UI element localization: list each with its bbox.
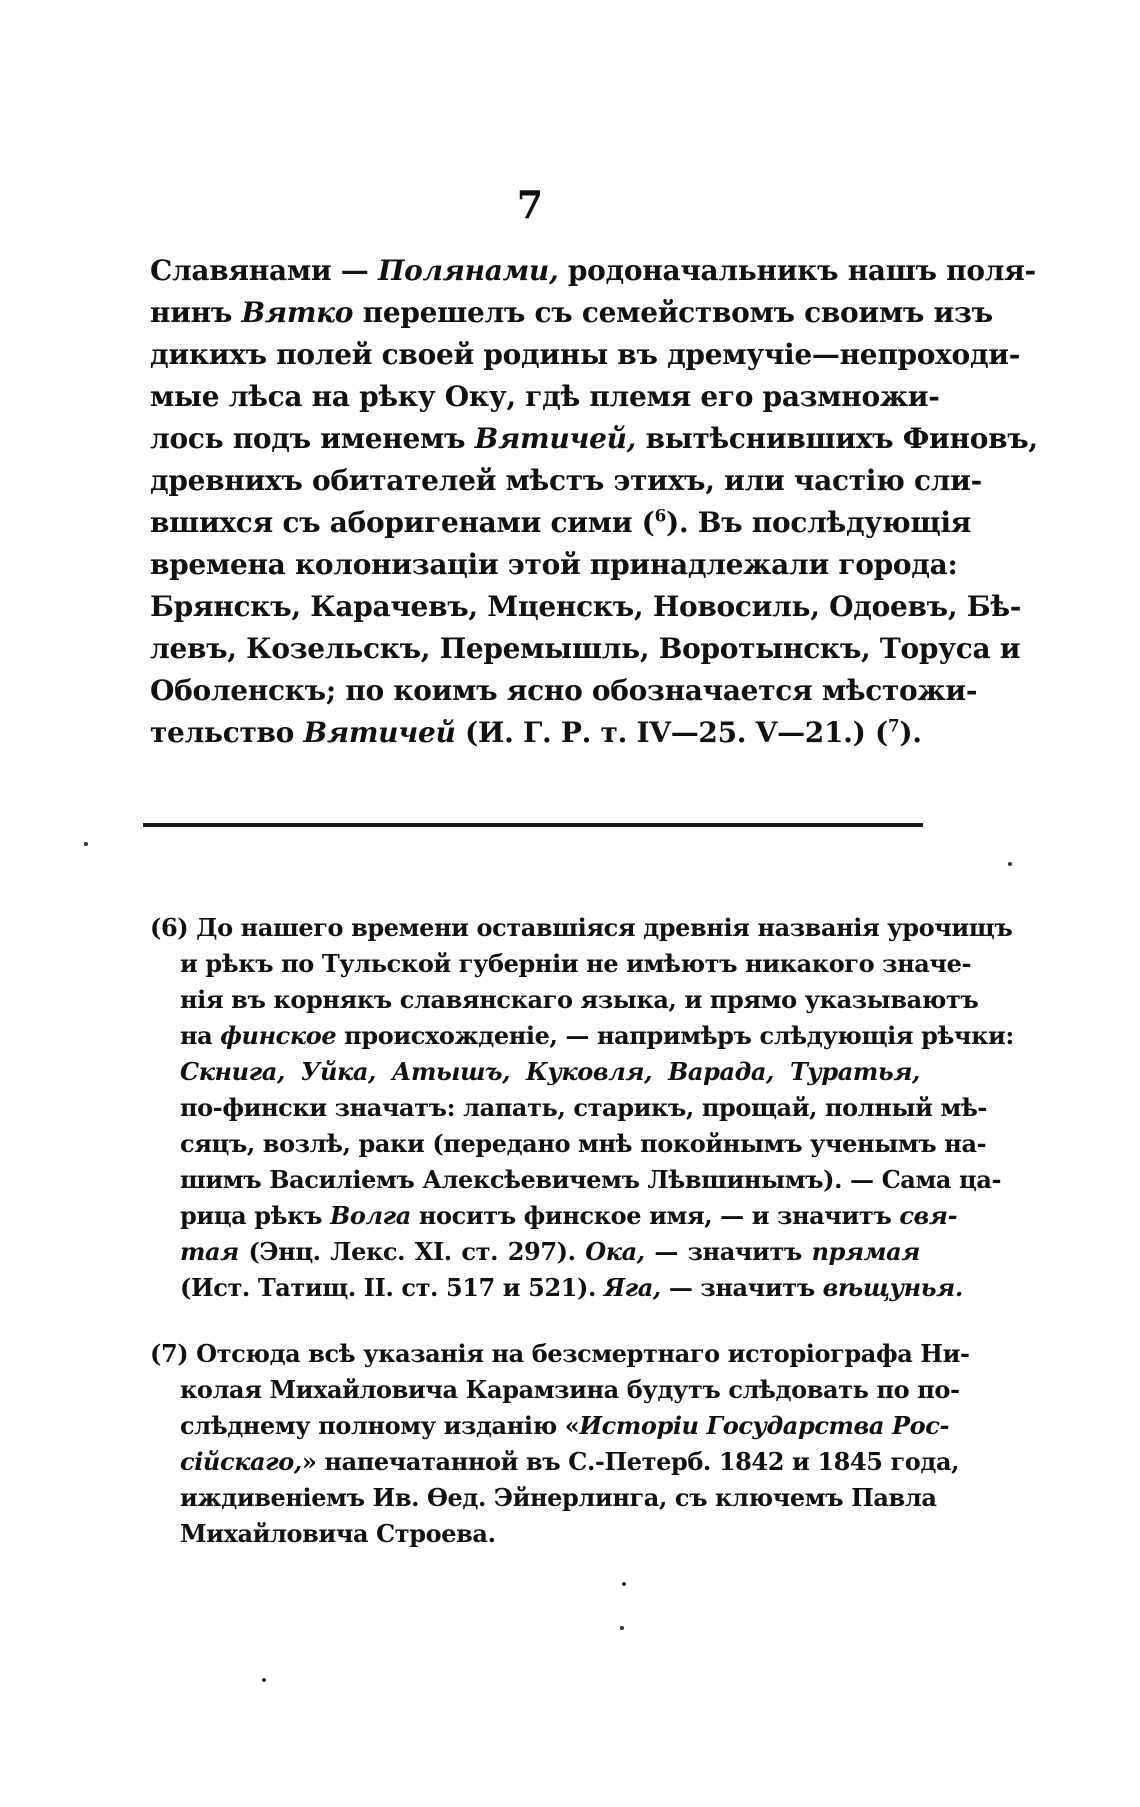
text-run: ). [899,716,922,749]
text-run: Брянскъ, Карачевъ, Мценскъ, Новосиль, Одоевъ, Бѣ- [150,590,1022,623]
text-run: Отсюда всѣ указанія на безсмертнаго исторіографа Ни- [196,1339,970,1368]
ink-speck [622,1582,626,1586]
ink-speck [620,1626,624,1630]
text-run: дикихъ полей своей родины въ дремучіе—непроходи- [150,338,1021,371]
text-run: и рѣкъ по Тульской губерніи не имѣютъ никакого значе- [180,949,972,978]
text-run: ). Въ послѣдующія [665,506,972,539]
text-run: свя- [899,1201,958,1230]
text-run: вытѣснившихъ Финовъ, [636,422,1038,455]
footnote-line [150,1444,960,1480]
footnote-line [150,1270,963,1306]
main-text-line [150,292,993,334]
text-run: на [180,1021,221,1050]
text-run: Скнига, Уйка, Атышъ, Куковля, Варада, Туратья, [180,1057,920,1086]
text-run: древнихъ обитателей мѣстъ этихъ, или частію сли- [150,464,982,497]
footnote-ref: 6 [654,505,666,526]
text-run: шимъ Василіемъ Алексѣевичемъ Лѣвшинымъ). — Сама ца- [180,1165,1002,1194]
text-run: вшихся съ аборигенами сими ( [150,506,655,539]
main-text-line [150,586,1022,628]
text-run: Яга, [603,1273,661,1302]
footnote-line [150,1372,960,1408]
text-run: Полянами, [377,254,559,287]
text-run: вѣщунья. [822,1273,963,1302]
main-text-line [150,544,958,586]
footnote-line [150,910,1013,946]
ink-speck [84,842,88,846]
footnote-line [150,1336,970,1372]
text-run: финское [220,1021,337,1050]
text-run: Ока, [585,1237,645,1266]
main-text-line [150,460,982,502]
footnote-line [150,1090,987,1126]
footnote-divider [143,823,923,827]
footnote-number: (6) [150,913,197,942]
text-run: рица рѣкъ [180,1201,330,1230]
footnote-line [150,1018,1014,1054]
text-run: » напечатанной въ С.-Петерб. 1842 и 1845 года, [301,1447,960,1476]
text-run: Оболенскъ; по коимъ ясно обозначается мѣстожи- [150,674,978,707]
main-text-line [150,670,978,712]
footnote-line [150,1198,958,1234]
main-text-line [150,250,1036,292]
footnote-ref: 7 [887,715,900,736]
text-run: мые лѣса на рѣку Оку, гдѣ племя его размножи- [150,380,940,413]
main-text-line [150,418,1038,460]
text-run: Исторіи Государства Рос- [579,1411,950,1440]
ink-speck [262,1678,266,1682]
text-run: нія въ корнякъ славянскаго языка, и прямо указываютъ [180,985,979,1014]
main-text-line [150,712,920,754]
text-run: тая [180,1237,239,1266]
main-text [150,250,1038,754]
text-run: лось подъ именемъ [150,422,475,455]
text-run: Вятко [241,296,354,329]
footnote-6 [150,910,1014,1306]
text-run: нинъ [150,296,242,329]
text-run: родоначальникъ нашъ поля- [558,254,1036,287]
footnote-number: (7) [150,1339,197,1368]
text-run: Вятичей [303,716,456,749]
footnote-7 [150,1336,970,1552]
text-run: происхожденіе, — напримѣръ слѣдующія рѣчки: [336,1021,1014,1050]
footnote-line [150,1516,920,1552]
text-run: перешелъ съ семействомъ своимъ изъ [353,296,993,329]
text-run: тельство [150,716,304,749]
footnote-line [150,1126,987,1162]
text-run: (Энц. Лекс. XI. ст. 297). [238,1237,586,1266]
footnote-line [150,1054,920,1090]
text-run: по-фински значатъ: лапать, старикъ, прощай, полный мѣ- [180,1093,987,1122]
footnote-line [150,1408,950,1444]
footnote-line [150,1480,937,1516]
main-text-line [150,376,940,418]
text-run: — значитъ [660,1273,823,1302]
main-text-line [150,334,1021,376]
text-run: До нашего времени оставшіяся древнія названія урочищъ [196,913,1013,942]
main-text-line [150,628,1021,670]
text-run: сяцъ, возлѣ, раки (передано мнѣ покойнымъ ученымъ на- [180,1129,987,1158]
text-run: левъ, Козельскъ, Перемышль, Воротынскъ, Торуса и [150,632,1021,665]
footnote-line [150,982,979,1018]
footnote-line [150,946,972,982]
footnote-line [150,1234,920,1270]
page-number: 7 [516,182,544,227]
text-run: прямая [811,1237,921,1266]
text-run: колая Михайловича Карамзина будутъ слѣдовать по по- [180,1375,960,1404]
text-run: сійскаго, [180,1447,302,1476]
text-run: Волга [329,1201,411,1230]
text-run: времена колонизаціи этой принадлежали города: [150,548,958,581]
footnote-line [150,1162,1002,1198]
text-run: носитъ финское имя, — и значитъ [410,1201,900,1230]
text-run: Михайловича Строева. [180,1519,496,1548]
text-run: Славянами — [150,254,378,287]
ink-speck [1008,862,1012,866]
text-run: Вятичей, [474,422,637,455]
text-run: (И. Г. Р. т. IV—25. V—21.) ( [455,716,888,749]
main-text-line [150,502,972,544]
text-run: (Ист. Татищ. II. ст. 517 и 521). [180,1273,604,1302]
text-run: иждивеніемъ Ив. Ѳед. Эйнерлинга, съ ключемъ Павла [180,1483,937,1512]
text-run: слѣднему полному изданію « [180,1411,580,1440]
text-run: — значитъ [644,1237,812,1266]
